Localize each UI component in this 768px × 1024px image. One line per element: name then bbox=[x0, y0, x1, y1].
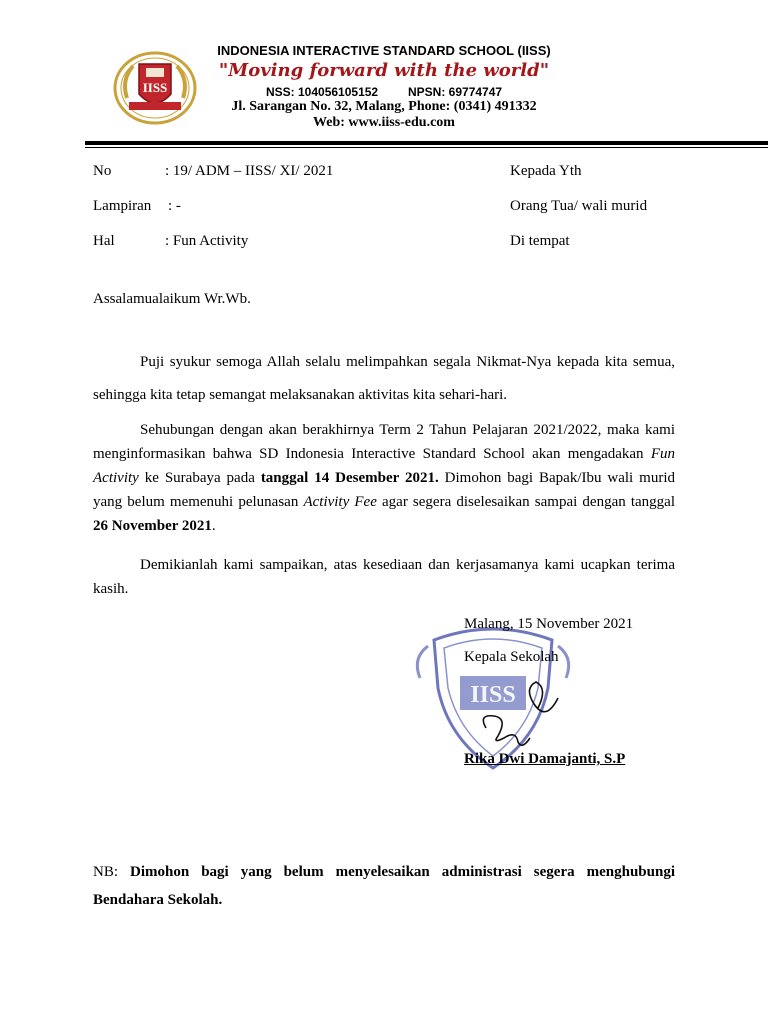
payment-deadline: 26 November 2021 bbox=[93, 518, 212, 534]
paragraph-3: Demikianlah kami sampaikan, atas kesediaan dan kerjasamanya kami ucapkan terima kasih. bbox=[93, 557, 675, 597]
note-text: Dimohon bagi yang belum menyelesaikan administrasi segera menghubungi Bendahara Sekolah. bbox=[93, 864, 675, 908]
paragraph-2 bbox=[93, 418, 675, 538]
event-date: tanggal 14 Desember 2021. bbox=[260, 470, 439, 486]
signature-place-date: Malang, 15 November 2021 bbox=[464, 616, 634, 632]
paragraph-1-line-2: sehingga kita tetap semangat melaksanakan aktivitas kita sehari-hari. bbox=[93, 387, 508, 403]
note bbox=[93, 858, 675, 914]
paragraph-2-text-e: . bbox=[211, 518, 216, 534]
paragraph-2-text-c: Dimohon bagi Bapak/Ibu wali murid yang belum memenuhi pelunasan bbox=[93, 470, 675, 510]
school-address: Jl. Sarangan No. 32, Malang, Phone: (0341) 491332 bbox=[231, 99, 537, 114]
lampiran-label: Lampiran bbox=[93, 198, 152, 214]
signature-title: Kepala Sekolah bbox=[464, 649, 559, 665]
paragraph-1-line-1: Puji syukur semoga Allah selalu melimpahkan segala Nikmat-Nya kepada kita semua, bbox=[140, 354, 675, 370]
no-value: : 19/ ADM – IISS/ XI/ 2021 bbox=[165, 163, 334, 179]
school-motto: "Moving forward with the world" bbox=[218, 60, 550, 81]
school-name: INDONESIA INTERACTIVE STANDARD SCHOOL (IISS) bbox=[217, 43, 551, 58]
hal-value: : Fun Activity bbox=[165, 233, 249, 249]
npsn-number: NPSN: 69774747 bbox=[408, 85, 503, 99]
paragraph-2-text-b: ke Surabaya pada bbox=[138, 470, 261, 486]
note-label: NB: bbox=[93, 864, 119, 880]
recipient-line-2: Orang Tua/ wali murid bbox=[510, 198, 648, 214]
stamp-text: IISS bbox=[470, 682, 516, 708]
logo-text: IISS bbox=[142, 80, 168, 95]
hal-label: Hal bbox=[93, 233, 115, 249]
nss-number: NSS: 104056105152 bbox=[266, 85, 379, 99]
no-label: No bbox=[93, 163, 112, 179]
lampiran-value: : - bbox=[168, 198, 181, 214]
greeting: Assalamualaikum Wr.Wb. bbox=[93, 291, 251, 307]
signatory-name: Rika Dwi Damajanti, S.P bbox=[464, 751, 626, 767]
recipient-line-1: Kepada Yth bbox=[510, 163, 582, 179]
header-divider-thin bbox=[85, 147, 768, 148]
header-divider bbox=[85, 141, 768, 145]
fun-activity-term: Fun Activity bbox=[93, 446, 675, 486]
school-website: Web: www.iiss-edu.com bbox=[313, 115, 455, 130]
paragraph-2-text-d: agar segera diselesaikan sampai dengan tanggal bbox=[376, 494, 675, 510]
recipient-line-3: Di tempat bbox=[510, 233, 570, 249]
paragraph-2-text-a: Sehubungan dengan akan berakhirnya Term 2 Tahun Pelajaran 2021/2022, maka kami menginformasikan bahwa SD Indonesia Interactive Standard School akan mengadakan bbox=[93, 422, 675, 462]
activity-fee-term: Activity Fee bbox=[303, 494, 377, 510]
